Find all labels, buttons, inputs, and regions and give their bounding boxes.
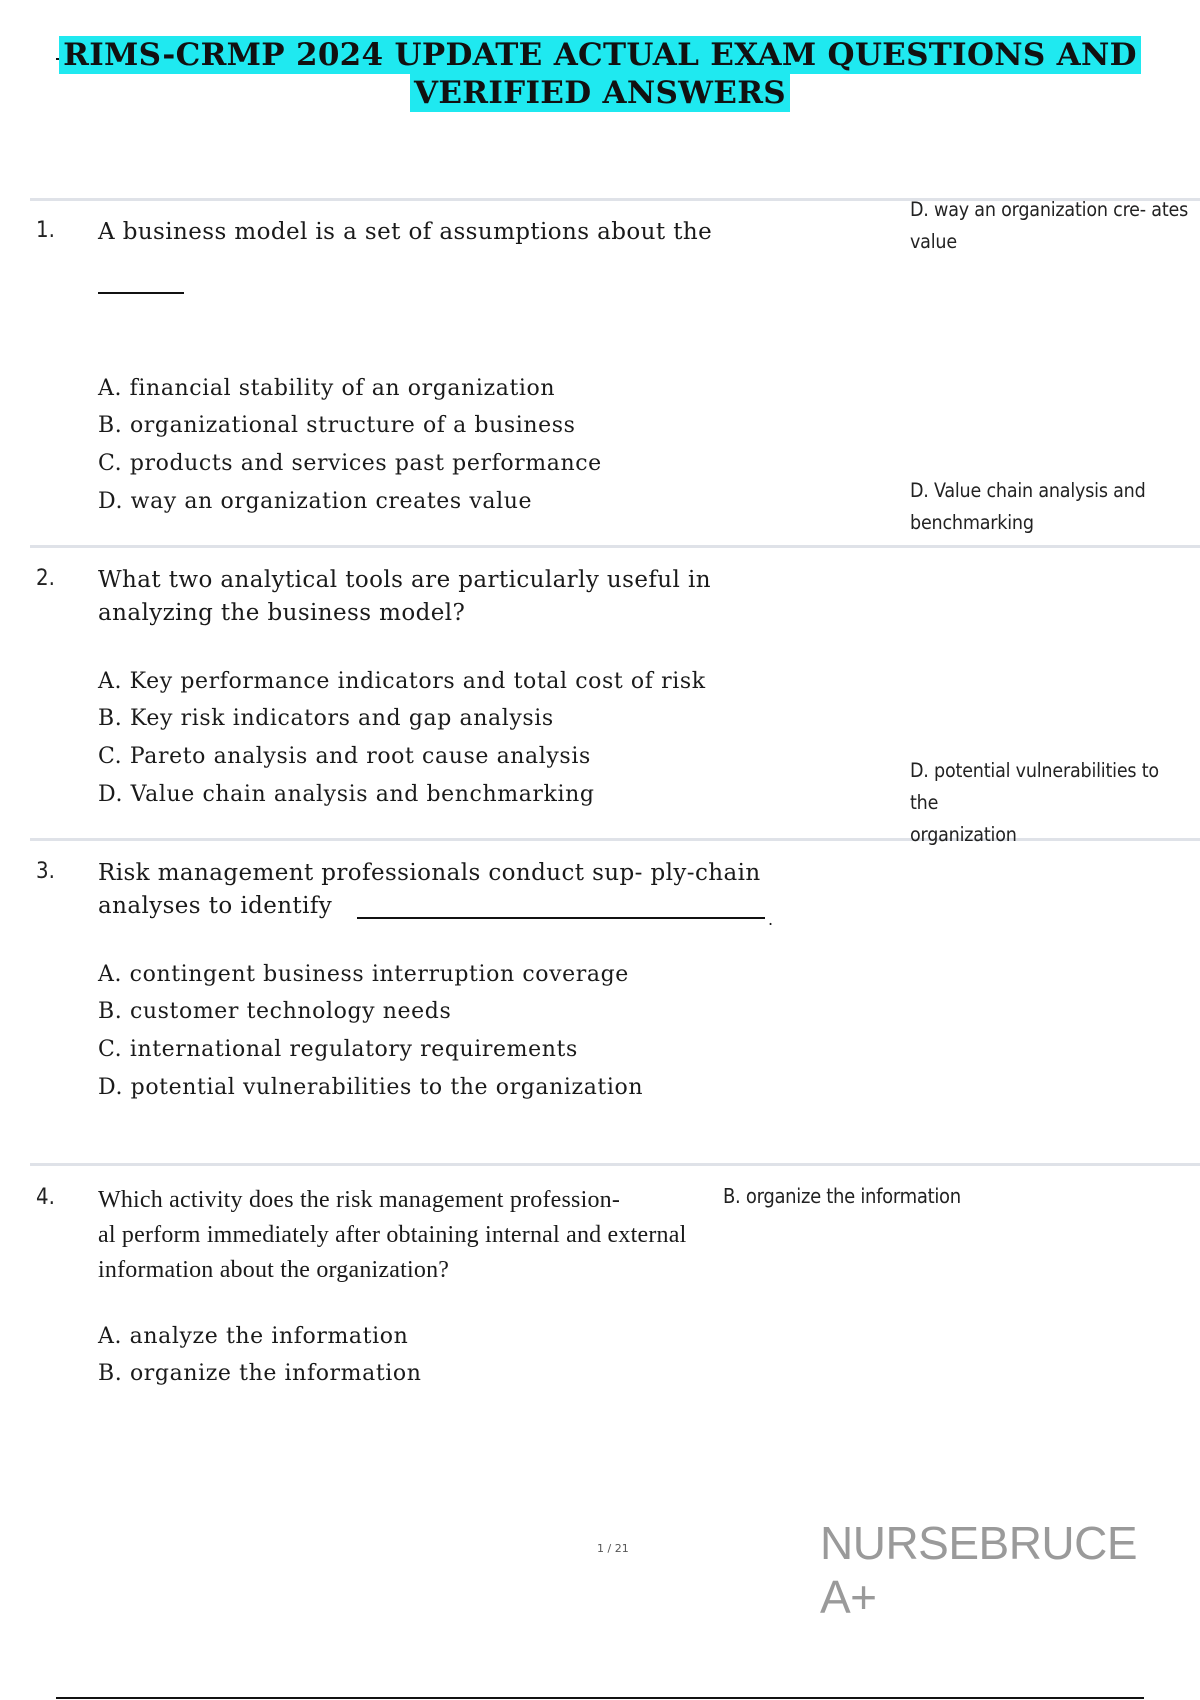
option-c: C. products and services past performance — [98, 451, 602, 476]
bottom-rule — [56, 1697, 1144, 1699]
question-text — [98, 857, 761, 923]
question-text — [98, 216, 712, 249]
answer-blank — [357, 917, 765, 919]
option-a: A. financial stability of an organization — [98, 376, 556, 401]
question-text-line: al perform immediately after obtaining internal and external — [98, 1222, 687, 1248]
option-d: D. potential vulnerabilities to the organization — [98, 1075, 644, 1100]
brand-watermark: NURSEBRUCE A+ — [820, 1517, 1138, 1623]
answer-text — [910, 755, 1190, 851]
question-text-line: analyses to identify — [98, 893, 333, 919]
option-a: A. Key performance indicators and total cost of risk — [98, 669, 706, 694]
question-number: 4. — [36, 1185, 55, 1210]
option-a: A. contingent business interruption coverage — [98, 962, 629, 987]
option-c: C. international regulatory requirements — [98, 1037, 578, 1062]
document-title — [0, 36, 1200, 112]
question-text — [98, 564, 711, 630]
option-b: B. customer technology needs — [98, 999, 452, 1024]
question-text-line: Risk management professionals conduct sup- ply-chain — [98, 860, 761, 886]
title-line-1: RIMS-CRMP 2024 UPDATE ACTUAL EXAM QUESTIONS AND — [59, 36, 1141, 74]
answer-line: D. potential vulnerabilities to the — [910, 759, 1159, 814]
question-number: 1. — [36, 218, 55, 243]
question-text-line: What two analytical tools are particularly useful in — [98, 567, 711, 593]
option-b: B. organize the information — [98, 1361, 422, 1386]
title-line-2: VERIFIED ANSWERS — [410, 74, 790, 112]
answer-text: B. organize the information — [723, 1184, 961, 1208]
answer-line: D. Value chain analysis and — [910, 479, 1146, 502]
answer-line: organization — [910, 823, 1017, 846]
option-a: A. analyze the information — [98, 1324, 409, 1349]
option-d: D. Value chain analysis and benchmarking — [98, 782, 595, 807]
blank-suffix: . — [768, 910, 774, 929]
question-text — [98, 1183, 686, 1288]
question-separator — [30, 545, 1200, 548]
question-text-line: Which activity does the risk management profession- — [98, 1187, 621, 1213]
question-text-line: analyzing the business model? — [98, 600, 466, 626]
option-b: B. organizational structure of a business — [98, 413, 576, 438]
answer-text — [910, 475, 1190, 539]
option-c: C. Pareto analysis and root cause analysis — [98, 744, 591, 769]
page-number: 1 / 21 — [597, 1542, 629, 1555]
answer-line: D. way an organization cre- ates — [910, 198, 1189, 221]
question-text-line: A business model is a set of assumptions about the — [98, 219, 713, 245]
answer-text — [910, 194, 1190, 258]
answer-line: benchmarking — [910, 511, 1034, 534]
question-separator — [30, 1163, 1200, 1166]
question-number: 3. — [36, 859, 55, 884]
answer-blank — [98, 292, 184, 294]
question-number: 2. — [36, 566, 55, 591]
option-b: B. Key risk indicators and gap analysis — [98, 706, 554, 731]
option-d: D. way an organization creates value — [98, 489, 533, 514]
question-text-line: information about the organization? — [98, 1257, 450, 1283]
answer-line: value — [910, 230, 957, 253]
